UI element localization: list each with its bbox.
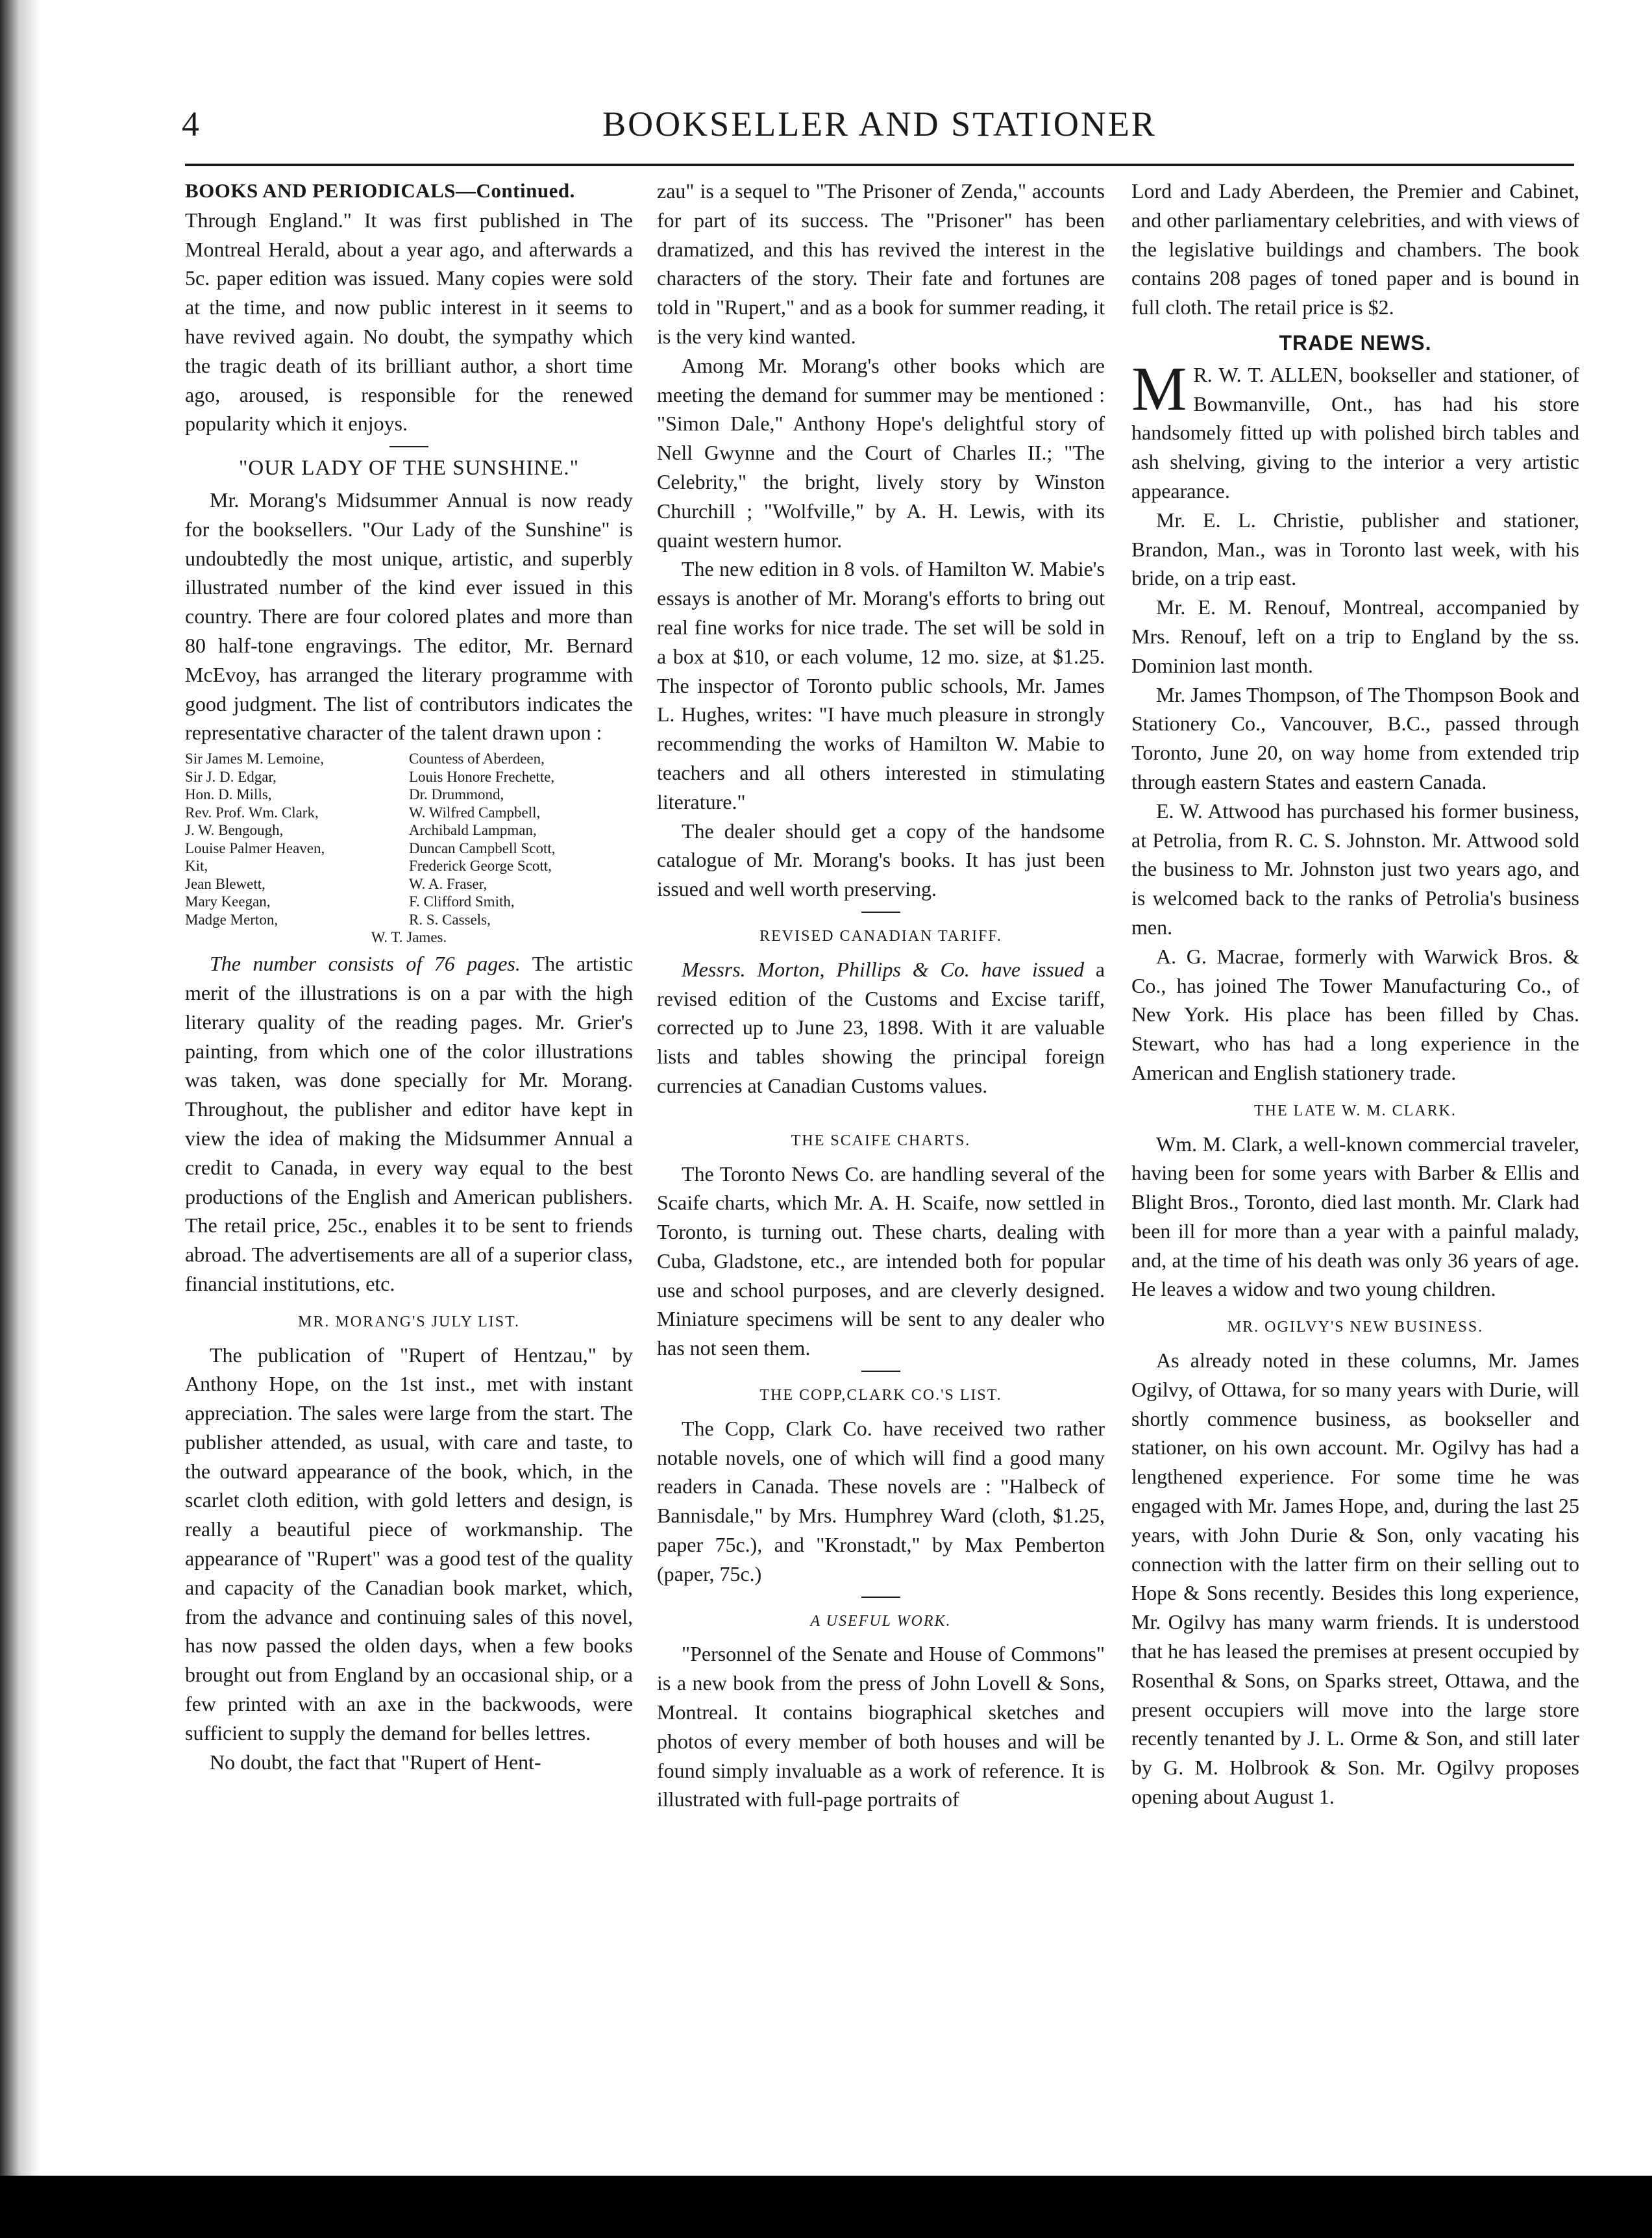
contributor: Rev. Prof. Wm. Clark, <box>185 804 319 821</box>
italic-lead: Messrs. Morton, Phillips & Co. have issued <box>682 957 1084 981</box>
article-heading: MR. OGILVY'S NEW BUSINESS. <box>1227 1319 1484 1336</box>
paragraph: Mr. Morang's Midsummer Annual is now ready for the booksellers. "Our Lady of the Sunshine" is undoubtedly the most unique, artistic, and superbly illustrated number of the kind ever issued in this country. There are four colored plates and more than 80 half-tone engravings. The editor, Mr. Bernard McEvoy, has arranged the literary programme with good judgment. The list of contributors indicates the representative character of the talent drawn upon : <box>185 488 633 745</box>
contributor: Dr. Drummond, <box>409 786 504 803</box>
column-2 <box>657 177 1105 1814</box>
contributor: Mary Keegan, <box>185 893 271 910</box>
contributor: Louis Honore Frechette, <box>409 768 555 785</box>
contributor: Hon. D. Mills, <box>185 786 272 803</box>
scan-binding-edge <box>0 0 40 2238</box>
divider <box>861 912 900 913</box>
running-title: BOOKSELLER AND STATIONER <box>602 105 1157 143</box>
paragraph-text: The artistic merit of the illustrations is on a par with the high literary quality of the reading pages. Mr. Grier's painting, from which one of the color illustrations was taken, was done specially for Mr. Morang. Throughout, the publisher and editor have kept in view the idea of making the Midsummer Annual a credit to Canada, in every way equal to the best productions of the English and American publishers. The retail price, 25c., enables it to be sent to friends abroad. The advertisements are all of a superior class, financial institutions, etc. <box>185 952 634 1295</box>
paragraph: zau" is a sequel to "The Prisoner of Zenda," accounts for part of its success. The "Prisoner" has been dramatized, and this has revived the interest in the characters of the story. Their fate and fortunes are told in "Rupert," and as a book for summer reading, it is the very kind wanted. <box>657 179 1105 348</box>
paragraph <box>657 955 1105 1100</box>
paragraph: Mr. E. M. Renouf, Montreal, accompanied by Mrs. Renouf, left on a trip to England by the ss. Dominion last month. <box>1131 595 1579 677</box>
paragraph: The new edition in 8 vols. of Hamilton W. Mabie's essays is another of Mr. Morang's efforts to bring out real fine works for nice trade. The set will be sold in a box at $10, or each volume, 12 mo. size, at $1.25. The inspector of Toronto public schools, Mr. James L. Hughes, writes: "I have much pleasure in strongly recommending the works of Hamilton W. Mabie to teachers and all others interested in stimulating literature." <box>657 557 1105 814</box>
column-3 <box>1131 177 1579 1811</box>
contributor: Louise Palmer Heaven, <box>185 839 325 856</box>
paragraph <box>1131 353 1579 506</box>
paragraph: As already noted in these columns, Mr. James Ogilvy, of Ottawa, for so many years with Durie, will shortly commence business, as bookseller and stationer, on his own account. Mr. Ogilvy has had a lengthened experience. For some time he was engaged with Mr. James Hope, and, during the last 25 years, with John Durie & Son, only vacating his connection with the latter firm on their selling out to Hope & Sons recently. Besides this long experience, Mr. Ogilvy has many warm friends. It is understood that he has leased the premises at present occupied by Rosenthal & Sons, on Sparks street, Ottawa, and the present occupiers will move into the large store recently tenanted by J. L. Orme & Son, and still later by G. M. Holbrook & Son. Mr. Ogilvy proposes opening about August 1. <box>1131 1349 1579 1809</box>
contributor: F. Clifford Smith, <box>409 893 515 910</box>
article-heading: MR. MORANG'S JULY LIST. <box>298 1313 520 1330</box>
drop-cap: M <box>1131 353 1187 423</box>
italic-lead: The number consists of 76 pages. <box>210 952 521 976</box>
paragraph: Wm. M. Clark, a well-known commercial traveler, having been for some years with Barber & Ellis and Blight Bros., Toronto, died last month. Mr. Clark had been ill for more than a year with a painful malady, and, at the time of his death was only 36 years of age. He leaves a widow and two young children. <box>1131 1132 1579 1301</box>
contributors-left <box>185 750 409 928</box>
article-heading: THE COPP,CLARK CO.'S LIST. <box>759 1387 1002 1404</box>
article-heading: A USEFUL WORK. <box>810 1612 952 1630</box>
paragraph: "Personnel of the Senate and House of Commons" is a new book from the press of John Lovell & Sons, Montreal. It contains biographical sketches and photos of every member of both houses and will be found simply invaluable as a work of reference. It is illustrated with full-page portraits of <box>657 1642 1105 1811</box>
article-heading: "OUR LADY OF THE SUNSHINE." <box>238 456 580 480</box>
article-heading: THE LATE W. M. CLARK. <box>1254 1102 1457 1119</box>
contributor: R. S. Cassels, <box>409 911 491 928</box>
contributor: Kit, <box>185 858 208 875</box>
paragraph: A. G. Macrae, formerly with Warwick Bros. & Co., has joined The Tower Manufacturing Co., of New York. His place has been filled by Chas. Stewart, who has had a long experience in the American and English stationery trade. <box>1131 944 1579 1084</box>
contributors-right <box>409 750 633 928</box>
divider <box>389 446 428 447</box>
page-header <box>175 104 1584 156</box>
contributor: W. A. Fraser, <box>409 875 487 892</box>
paragraph: Through England." It was first published in The Montreal Herald, about a year ago, and afterwards a 5c. paper edition was issued. Many copies were sold at the time, and now public interest in it seems to have revived again. No doubt, the sympathy which the tragic death of its brilliant author, a short time ago, aroused, is responsible for the renewed popularity which it enjoys. <box>185 208 633 436</box>
contributor: Madge Merton, <box>185 911 278 928</box>
paragraph: E. W. Attwood has purchased his former business, at Petrolia, from R. C. S. Johnston. Mr. Attwood sold the business to Mr. Johnston just two years ago, and is welcomed back to the ranks of Petrolia's business men. <box>1131 799 1579 939</box>
paragraph: The Copp, Clark Co. have received two rather notable novels, one of which will find a good many readers in Canada. These novels are : "Halbeck of Bannisdale," by Mrs. Humphrey Ward (cloth, $1.25, paper 75c.), and "Kronstadt," by Max Pemberton (paper, 75c.) <box>657 1416 1105 1585</box>
paragraph: Lord and Lady Aberdeen, the Premier and Cabinet, and other parliamentary celebrities, and with views of the legislative buildings and chambers. The book contains 208 pages of toned paper and is bound in full cloth. The retail price is $2. <box>1131 179 1579 319</box>
paragraph-text: a revised edition of the Customs and Excise tariff, corrected up to June 23, 1898. With it are valuable lists and tables showing the principal foreign currencies at Canadian Customs values. <box>657 957 1105 1097</box>
contributor: Sir James M. Lemoine, <box>185 751 324 767</box>
paragraph: Mr. James Thompson, of The Thompson Book and Stationery Co., Vancouver, B.C., passed through Toronto, June 20, on way home from extended trip through eastern States and eastern Canada. <box>1131 682 1579 793</box>
article-heading: REVISED CANADIAN TARIFF. <box>759 927 1002 945</box>
divider <box>861 1597 900 1598</box>
section-heading: BOOKS AND PERIODICALS—Continued. <box>185 179 575 202</box>
contributor: J. W. Bengough, <box>185 822 284 839</box>
paragraph <box>185 949 633 1299</box>
section-heading: TRADE NEWS. <box>1279 330 1432 354</box>
contributor: Jean Blewett, <box>185 875 265 892</box>
paragraph: Mr. E. L. Christie, publisher and stationer, Brandon, Man., was in Toronto last week, with his bride, on a trip east. <box>1131 508 1579 590</box>
contributor: W. Wilfred Campbell, <box>409 804 541 821</box>
paragraph: The publication of "Rupert of Hentzau," by Anthony Hope, on the 1st inst., met with instant appreciation. The sales were large from the start. The publisher attended, as usual, with care and taste, to the outward appearance of the book, which, in the scarlet cloth edition, with gold letters and design, is really a beautiful piece of workmanship. The appearance of "Rupert" was a good test of the quality and capacity of the Canadian book market, which, from the advance and continuing sales of this novel, has now passed the olden days, when a few books brought out from England by an occasional ship, or a few printed with an axe in the backwoods, were sufficient to supply the demand for belles lettres. <box>185 1343 633 1745</box>
contributor: Countess of Aberdeen, <box>409 751 545 767</box>
divider <box>861 1371 900 1372</box>
paragraph: The dealer should get a copy of the handsome catalogue of Mr. Morang's books. It has just been issued and well worth preserving. <box>657 819 1105 901</box>
contributor: Frederick George Scott, <box>409 858 552 875</box>
contributor: Archibald Lampman, <box>409 822 537 839</box>
paragraph: The Toronto News Co. are handling several of the Scaife charts, which Mr. A. H. Scaife, now settled in Toronto, is turning out. These charts, dealing with Cuba, Gladstone, etc., are intended both for popular use and school purposes, and are cleverly designed. Miniature specimens will be sent to any dealer who has not seen them. <box>657 1162 1105 1360</box>
contributor: Sir J. D. Edgar, <box>185 768 277 785</box>
column-1 <box>185 177 633 1776</box>
page-number: 4 <box>182 105 199 143</box>
header-rule <box>185 164 1574 166</box>
article-heading: THE SCAIFE CHARTS. <box>791 1132 971 1149</box>
scan-bottom-edge <box>0 2176 1652 2238</box>
paragraph-text: R. W. T. ALLEN, bookseller and stationer, of Bowmanville, Ont., has had his store handsomely fitted up with polished birch tables and ash shelving, giving to the interior a very artistic appearance. <box>1131 362 1579 503</box>
contributors-list <box>185 750 633 928</box>
contributor: Duncan Campbell Scott, <box>409 839 556 856</box>
paragraph: Among Mr. Morang's other books which are meeting the demand for summer may be mentioned : "Simon Dale," Anthony Hope's delightful story of Nell Gwynne and the Court of Charles II.; "The Celebrity," the bright, lively story by Winston Churchill ; "Wolfville," by A. H. Lewis, with its quaint western humor. <box>657 353 1105 552</box>
contributor: W. T. James. <box>371 929 447 946</box>
paragraph: No doubt, the fact that "Rupert of Hent- <box>210 1750 541 1774</box>
